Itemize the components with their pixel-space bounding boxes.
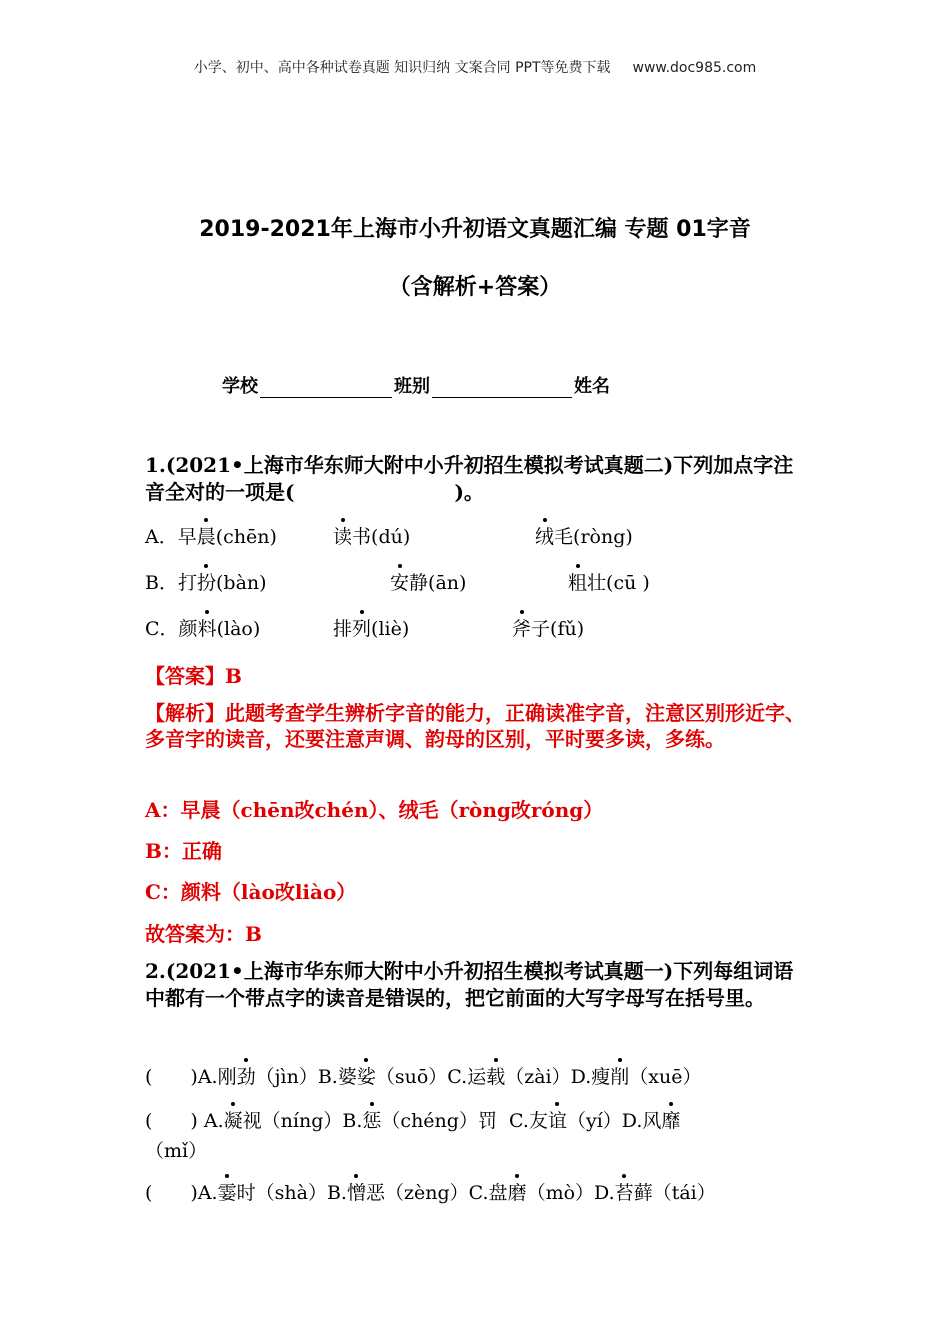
option-b2 xyxy=(390,568,466,595)
page-header xyxy=(0,57,950,77)
text-fragment: A. xyxy=(197,1182,218,1204)
final-answer-1: 故答案为：B xyxy=(145,922,262,946)
dotted-char: 料 xyxy=(198,614,217,641)
text-fragment: C.运 xyxy=(447,1066,487,1088)
option-a1 xyxy=(145,522,277,549)
text-fragment: C． xyxy=(145,618,179,640)
dotted-char: 凝 xyxy=(224,1106,243,1133)
option-a2 xyxy=(333,522,410,549)
question-2-stem: 2.(2021•上海市华东师大附中小升初招生模拟考试真题一)下列每组词语中都有一个带点字的读音是错误的，把它前面的大写字母写在括号里。 xyxy=(145,959,794,1010)
text-fragment: A． xyxy=(145,526,178,548)
text-fragment: B． xyxy=(145,572,178,594)
option-a3 xyxy=(535,522,633,549)
question-2-row-2 xyxy=(145,1106,680,1133)
student-info-line xyxy=(222,372,610,398)
dotted-char: 霎 xyxy=(218,1178,237,1205)
dotted-char: 憎 xyxy=(347,1178,366,1205)
dotted-char: 粗 xyxy=(568,568,587,595)
text-fragment: 颜 xyxy=(178,618,198,640)
question-2-row-2-cont: （mǐ） xyxy=(145,1140,208,1162)
text-fragment: （níng） xyxy=(261,1110,343,1132)
header-url[interactable]: www.doc985.com xyxy=(632,60,757,76)
text-fragment: 排 xyxy=(333,618,353,640)
question-1-stem: 1.(2021•上海市华东师大附中小升初招生模拟考试真题二)下列加点字注音全对的一项是( )。 xyxy=(145,453,794,504)
name-label: 姓名 xyxy=(574,376,610,397)
dotted-char: 绒 xyxy=(535,522,554,549)
answer-bracket[interactable]: ( ) xyxy=(145,1066,198,1088)
text-fragment: 早 xyxy=(177,526,197,548)
text-fragment: 恶 xyxy=(365,1182,385,1204)
text-fragment: D.瘦 xyxy=(570,1066,611,1088)
answer-1: 【答案】B xyxy=(145,664,242,688)
text-fragment: C.友 xyxy=(509,1110,548,1132)
text-fragment: A.刚 xyxy=(197,1066,237,1088)
text-fragment: 静 xyxy=(409,572,429,594)
analysis-1: 【解析】此题考查学生辨析字音的能力，正确读准字音，注意区别形近字、多音字的读音，还要注意声调、韵母的区别，平时要多读，多练。 xyxy=(145,701,805,751)
school-label: 学校 xyxy=(222,376,258,397)
text-fragment: （zài） xyxy=(505,1066,571,1088)
school-blank[interactable] xyxy=(260,381,392,398)
option-b3 xyxy=(568,568,650,595)
text-fragment: C.盘 xyxy=(468,1182,508,1204)
header-text: 小学、初中、高中各种试卷真题 知识归纳 文案合同 PPT等免费下载 xyxy=(193,60,611,76)
text-fragment: (cū ) xyxy=(606,572,650,594)
text-fragment: 毛 xyxy=(554,526,574,548)
option-c3 xyxy=(512,614,584,641)
text-fragment: 壮 xyxy=(587,572,607,594)
text-fragment: 书 xyxy=(352,526,372,548)
doc-title: 2019-2021年上海市小升初语文真题汇编 专题 01字音 xyxy=(199,217,751,242)
class-blank[interactable] xyxy=(432,381,572,398)
text-fragment: B.婆 xyxy=(317,1066,357,1088)
answer-bracket[interactable]: ( ) xyxy=(145,1110,198,1132)
dotted-char: 磨 xyxy=(508,1178,527,1205)
option-c2 xyxy=(333,614,409,641)
text-fragment: D. xyxy=(594,1182,615,1204)
text-fragment: （tái） xyxy=(652,1182,716,1204)
text-fragment: （chéng）罚 xyxy=(381,1110,497,1132)
text-fragment: (chēn) xyxy=(215,526,277,548)
text-fragment: D.风 xyxy=(621,1110,662,1132)
text-fragment: （mò） xyxy=(526,1182,595,1204)
dotted-char: 娑 xyxy=(357,1062,376,1089)
analysis-1-line-a: A：早晨（chēn改chén）、绒毛（ròng改róng） xyxy=(145,798,604,822)
text-fragment: （xuē） xyxy=(629,1066,702,1088)
doc-subtitle: （含解析+答案） xyxy=(388,275,562,300)
dotted-char: 削 xyxy=(610,1062,629,1089)
text-fragment: (bàn) xyxy=(216,572,267,594)
text-fragment: （jìn） xyxy=(255,1066,318,1088)
dotted-char: 惩 xyxy=(362,1106,381,1133)
text-fragment: (dú) xyxy=(371,526,411,548)
text-fragment: (fǔ) xyxy=(550,618,585,640)
dotted-char: 载 xyxy=(486,1062,505,1089)
class-label: 班别 xyxy=(394,376,430,397)
dotted-char: 读 xyxy=(333,522,352,549)
text-fragment: （zèng） xyxy=(385,1182,469,1204)
text-fragment: 时 xyxy=(236,1182,256,1204)
analysis-1-line-b: B：正确 xyxy=(145,839,222,863)
text-fragment: (ān) xyxy=(428,572,467,594)
option-b1 xyxy=(145,568,267,595)
dotted-char: 扮 xyxy=(197,568,216,595)
dotted-char: 靡 xyxy=(661,1106,680,1133)
question-2-row-3 xyxy=(145,1178,716,1205)
analysis-1-line-c: C：颜料（lào改liào） xyxy=(145,880,357,904)
dotted-char: 苔 xyxy=(615,1178,634,1205)
text-fragment: (lào) xyxy=(216,618,261,640)
dotted-char: 安 xyxy=(390,568,409,595)
dotted-char: 谊 xyxy=(548,1106,567,1133)
text-fragment: 子 xyxy=(531,618,551,640)
dotted-char: 斧 xyxy=(512,614,531,641)
dotted-char: 劲 xyxy=(237,1062,256,1089)
text-fragment: （yí） xyxy=(566,1110,622,1132)
text-fragment: 藓 xyxy=(633,1182,653,1204)
text-fragment: (liè) xyxy=(371,618,410,640)
text-fragment: （shà） xyxy=(255,1182,327,1204)
option-c1 xyxy=(145,614,260,641)
text-fragment: （suō） xyxy=(375,1066,448,1088)
dotted-char: 列 xyxy=(352,614,371,641)
text-fragment: 打 xyxy=(177,572,197,594)
text-fragment: 视 xyxy=(242,1110,262,1132)
text-fragment: B. xyxy=(342,1110,363,1132)
dotted-char: 晨 xyxy=(197,522,216,549)
text-fragment: (ròng) xyxy=(573,526,633,548)
question-2-row-1 xyxy=(145,1062,701,1089)
text-fragment: A. xyxy=(203,1110,224,1132)
answer-bracket[interactable]: ( ) xyxy=(145,1182,198,1204)
text-fragment: B. xyxy=(326,1182,347,1204)
